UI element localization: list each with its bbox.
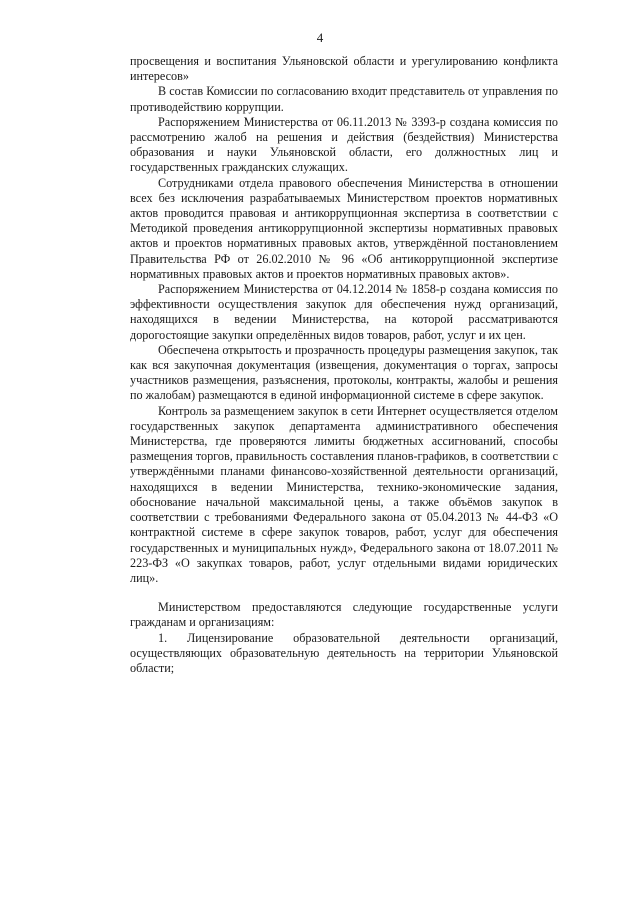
- paragraph: 1. Лицензирование образовательной деятельности организаций, осуществляющих образовательную деятельность на территории Ульяновской области;: [130, 630, 558, 675]
- page-number: 4: [316, 30, 324, 45]
- paragraph: Распоряжением Министерства от 06.11.2013 № 3393-р создана комиссия по рассмотрению жалоб на решения и действия (бездействия) Министерства образования и науки Ульяновской области, его должностных лиц и государственных гражданских служащих.: [130, 114, 558, 175]
- paragraph: Контроль за размещением закупок в сети Интернет осуществляется отделом государственных закупок департамента административного обеспечения Министерства, где проверяются лимиты бюджетных ассигнований, способы размещения торгов, правильность составления планов-графиков, в соответствии с утверждёнными планами финансово-хозяйственной деятельности организаций, находящихся в ведении Министерства, технико-экономические задания, обоснование начальной максимальной цены, а также объёмов закупок в соответствии с требованиями Федерального закона от 05.04.2013 № 44-ФЗ «О контрактной системе в сфере закупок товаров, работ, услуг для обеспечения государственных и муниципальных нужд», Федерального закона от 18.07.2011 № 223-ФЗ «О закупках товаров, работ, услуг отдельными видами юридических лиц».: [130, 403, 558, 585]
- paragraph: В состав Комиссии по согласованию входит представитель от управления по противодействию коррупции.: [130, 84, 558, 114]
- paragraph: Сотрудниками отдела правового обеспечения Министерства в отношении всех без исключения разрабатываемых Министерством проектов нормативных актов проводится правовая и антикоррупционная экспертиза в соответствии с Методикой проведения антикоррупционной экспертизы нормативных правовых актов и проектов нормативных правовых актов, утверждённой постановлением Правительства РФ от 26.02.2010 № 96 «Об антикоррупционной экспертизе нормативных правовых актов и проектов нормативных правовых актов».: [130, 175, 558, 281]
- document-body: [130, 54, 558, 676]
- paragraph: Распоряжением Министерства от 04.12.2014 № 1858-р создана комиссия по эффективности осуществления закупок для обеспечения нужд организаций, находящихся в ведении Министерства, на которой рассматриваются дорогостоящие закупки определённых видов товаров, работ, услуг и их цен.: [130, 282, 558, 342]
- paragraph: Обеспечена открытость и прозрачность процедуры размещения закупок, так как вся закупочная документация (извещения, документация о торгах, запросы участников размещения, разъяснения, протоколы, контракты, жалобы и решения по жалобам) размещаются в единой информационной системе в сфере закупок.: [130, 342, 558, 403]
- paragraph: Министерством предоставляются следующие государственные услуги гражданам и организациям:: [130, 600, 558, 630]
- paragraph: просвещения и воспитания Ульяновской области и урегулированию конфликта интересов»: [130, 54, 558, 84]
